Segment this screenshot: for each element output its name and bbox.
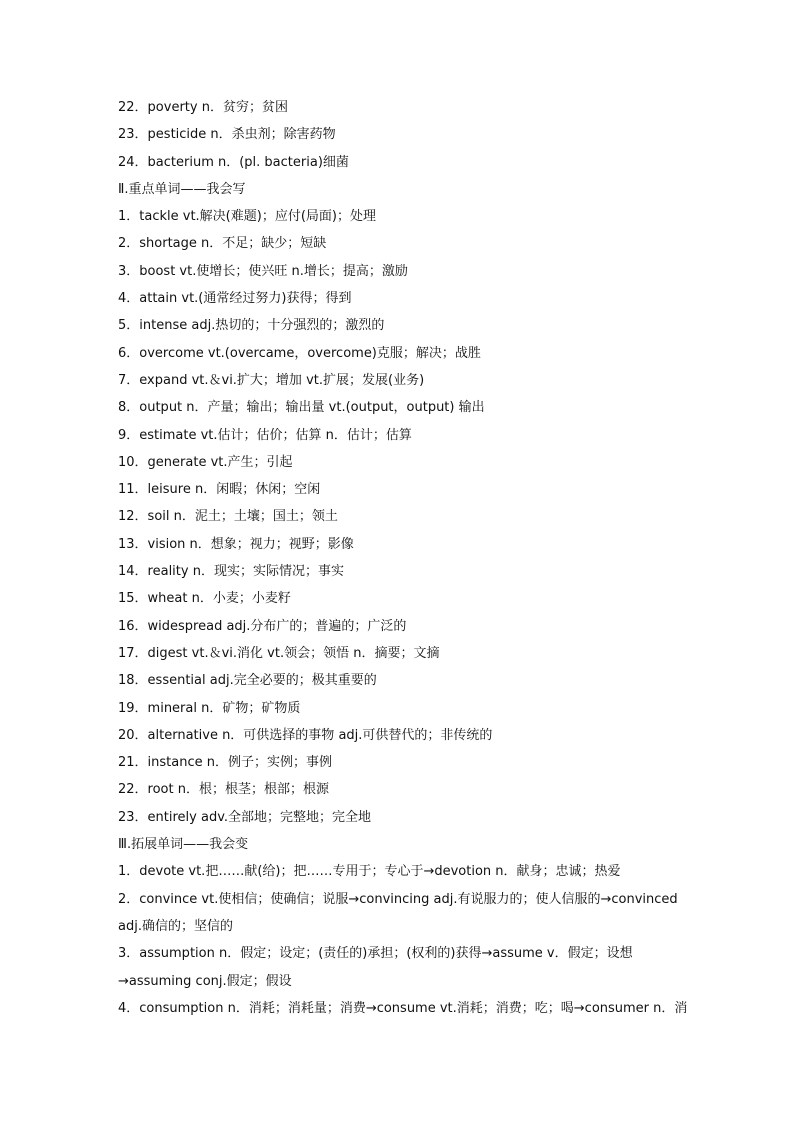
section-heading-extended-words: Ⅲ.拓展单词——我会变	[118, 837, 249, 853]
entry-generate: 10．generate vt.产生；引起	[118, 454, 293, 470]
entry-boost: 3．boost vt.使增长；使兴旺 n.增长；提高；激励	[118, 263, 408, 279]
entry-digest: 17．digest vt.＆vi.消化 vt.领会；领悟 n．摘要；文摘	[118, 645, 440, 661]
entry-pesticide: 23．pesticide n．杀虫剂；除害药物	[118, 127, 336, 143]
entry-root: 22．root n．根；根茎；根部；根源	[118, 782, 329, 798]
entry-poverty: 22．poverty n．贫穷；贫困	[118, 100, 288, 115]
section-heading-key-words: Ⅱ.重点单词——我会写	[118, 181, 246, 197]
entry-leisure: 11．leisure n．闲暇；休闲；空闲	[118, 482, 321, 498]
entry-shortage: 2．shortage n．不足；缺少；短缺	[118, 236, 327, 252]
entry-mineral: 19．mineral n．矿物；矿物质	[118, 700, 301, 716]
entry-estimate: 9．estimate vt.估计；估价；估算 n．估计；估算	[118, 427, 412, 443]
entry-widespread: 16．widespread adj.分布广的；普遍的；广泛的	[118, 618, 407, 634]
entry-entirely: 23．entirely adv.全部地；完整地；完全地	[118, 809, 372, 825]
entry-devote: 1．devote vt.把……献(给)；把……专用于；专心于→devotion n．献身；忠诚；热爱	[118, 864, 621, 880]
entry-essential: 18．essential adj.完全必要的；极其重要的	[118, 673, 377, 689]
entry-alternative: 20．alternative n．可供选择的事物 adj.可供替代的；非传统的	[118, 727, 493, 743]
entry-soil: 12．soil n．泥土；土壤；国土；领土	[118, 509, 338, 525]
entry-bacterium: 24．bacterium n．(pl. bacteria)细菌	[118, 154, 349, 170]
entry-consumption: 4．consumption n．消耗；消耗量；消费→consume vt.消耗；消费；吃；喝→consumer n．消	[118, 1000, 688, 1016]
entry-reality: 14．reality n．现实；实际情况；事实	[118, 564, 344, 580]
entry-vision: 13．vision n．想象；视力；视野；影像	[118, 536, 354, 552]
vocabulary-list	[118, 94, 688, 1022]
entry-assumption: 3．assumption n．假定；设定；(责任的)承担；(权利的)获得→assume v．假定；设想→assuming conj.假定；假设	[118, 946, 633, 989]
entry-tackle: 1．tackle vt.解决(难题)；应付(局面)；处理	[118, 209, 376, 225]
entry-output: 8．output n．产量；输出；输出量 vt.(output，output) 输出	[118, 400, 485, 416]
entry-convince: 2．convince vt.使相信；使确信；说服→convincing adj.有说服力的；使人信服的→convinced adj.确信的；坚信的	[118, 891, 678, 934]
entry-intense: 5．intense adj.热切的；十分强烈的；激烈的	[118, 318, 385, 334]
entry-instance: 21．instance n．例子；实例；事例	[118, 755, 332, 771]
entry-attain: 4．attain vt.(通常经过努力)获得；得到	[118, 291, 352, 307]
entry-expand: 7．expand vt.＆vi.扩大；增加 vt.扩展；发展(业务)	[118, 372, 425, 388]
entry-wheat: 15．wheat n．小麦；小麦籽	[118, 591, 291, 607]
entry-overcome: 6．overcome vt.(overcame，overcome)克服；解决；战胜	[118, 345, 481, 361]
